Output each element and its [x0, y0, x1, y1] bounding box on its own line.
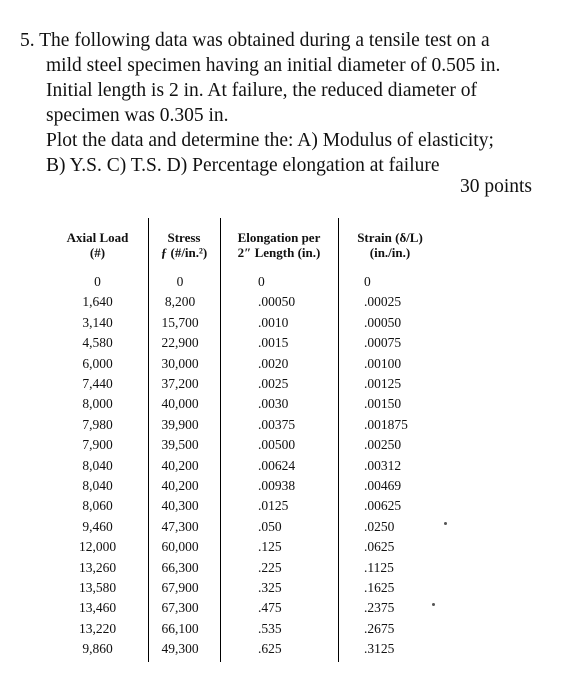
table-row — [50, 458, 440, 478]
strain-cell: .00250 — [364, 437, 402, 453]
elongation-cell: .00938 — [258, 478, 296, 493]
axial-load-cell: 9,460 — [82, 518, 113, 534]
axial-load-cell: 8,040 — [82, 457, 113, 473]
stress-cell: 67,900 — [161, 580, 199, 595]
table-row — [50, 396, 440, 416]
strain-cell: .00050 — [364, 314, 402, 330]
table-row — [50, 560, 440, 580]
axial-load-cell: 0 — [94, 274, 101, 289]
problem-statement — [20, 28, 550, 178]
stress-cell: 40,300 — [161, 498, 199, 514]
stress-cell: 40,200 — [161, 457, 199, 473]
table-row — [50, 519, 440, 539]
axial-load-cell: 7,900 — [82, 437, 113, 453]
axial-load-cell: 9,860 — [82, 641, 113, 657]
axial-load-cell: 8,040 — [82, 478, 113, 493]
stress-cell: 30,000 — [161, 355, 199, 371]
table-row — [50, 376, 440, 396]
problem-line: specimen was 0.305 in. — [46, 105, 229, 126]
tensile-data-table — [50, 218, 440, 662]
table-row — [50, 274, 440, 294]
table-row — [50, 600, 440, 620]
strain-cell: .00150 — [364, 396, 402, 412]
axial-load-cell: 4,580 — [82, 335, 113, 351]
strain-cell: .3125 — [364, 641, 395, 657]
header-axial-load: Axial Load (#) — [66, 230, 129, 260]
stress-cell: 47,300 — [161, 518, 199, 534]
elongation-cell: .00500 — [258, 437, 296, 453]
problem-line: Plot the data and determine the: A) Modulus of elasticity; — [46, 130, 494, 151]
stray-mark — [444, 522, 447, 525]
stress-cell: 0 — [176, 274, 184, 289]
axial-load-cell: 13,580 — [78, 580, 117, 595]
stress-cell: 39,900 — [161, 416, 199, 432]
table-row — [50, 641, 440, 661]
table-row — [50, 621, 440, 641]
axial-load-cell: 7,440 — [82, 376, 113, 391]
axial-load-cell: 13,220 — [78, 620, 117, 636]
stress-cell: 66,300 — [161, 559, 199, 575]
strain-cell: .00625 — [364, 498, 402, 514]
elongation-cell: .050 — [258, 518, 282, 534]
elongation-cell: .0125 — [258, 498, 289, 514]
header-strain: Strain (δ/L) (in./in.) — [357, 230, 423, 260]
strain-cell: .1125 — [364, 559, 394, 575]
strain-cell: .00100 — [364, 355, 402, 371]
elongation-cell: .475 — [258, 600, 282, 616]
stress-cell: 67,300 — [161, 600, 199, 616]
table-row — [50, 498, 440, 518]
table-row — [50, 539, 440, 559]
stress-cell: 60,000 — [161, 539, 199, 555]
axial-load-cell: 13,260 — [78, 559, 117, 575]
axial-load-cell: 12,000 — [78, 539, 117, 555]
stress-cell: 39,500 — [161, 437, 199, 453]
stress-cell: 40,000 — [161, 396, 199, 412]
problem-line: B) Y.S. C) T.S. D) Percentage elongation at failure — [46, 155, 440, 176]
elongation-cell: .0010 — [258, 314, 289, 330]
axial-load-cell: 6,000 — [82, 355, 113, 371]
elongation-cell: .00375 — [258, 416, 296, 432]
table-row — [50, 437, 440, 457]
elongation-cell: .225 — [258, 559, 282, 575]
stress-cell: 8,200 — [164, 294, 196, 310]
elongation-cell: .0030 — [258, 396, 289, 412]
stress-cell: 49,300 — [161, 641, 199, 657]
strain-cell: .0625 — [364, 539, 395, 555]
strain-cell: .2375 — [364, 600, 395, 616]
elongation-cell: .00050 — [258, 294, 296, 310]
elongation-cell: .00624 — [258, 457, 296, 473]
elongation-cell: .0020 — [258, 355, 289, 371]
elongation-cell: .0015 — [258, 335, 289, 351]
axial-load-cell: 3,140 — [82, 314, 113, 330]
points-label: 30 points — [459, 176, 532, 197]
axial-load-cell: 1,640 — [82, 294, 113, 310]
strain-cell: .00469 — [364, 478, 402, 493]
stress-cell: 37,200 — [161, 376, 199, 391]
strain-cell: .00125 — [364, 376, 402, 391]
problem-line: mild steel specimen having an initial diameter of 0.505 in. — [46, 55, 501, 76]
table-row — [50, 335, 440, 355]
problem-line: Initial length is 2 in. At failure, the reduced diameter of — [46, 80, 478, 101]
strain-cell: .0250 — [364, 518, 395, 534]
elongation-cell: .325 — [258, 580, 282, 595]
table-row — [50, 315, 440, 335]
elongation-cell: 0 — [258, 274, 265, 289]
stress-cell: 15,700 — [161, 314, 199, 330]
strain-cell: .2675 — [364, 620, 395, 636]
elongation-cell: .125 — [258, 539, 282, 555]
elongation-cell: .0025 — [258, 376, 289, 391]
table-row — [50, 580, 440, 600]
problem-line: 5. The following data was obtained during a tensile test on a — [20, 30, 490, 51]
strain-cell: .1625 — [364, 580, 395, 595]
table-row — [50, 294, 440, 314]
header-stress: Stress ƒ (#/in.²) — [160, 230, 208, 260]
stress-cell: 22,900 — [161, 335, 199, 351]
stress-cell: 66,100 — [161, 620, 199, 636]
elongation-cell: .535 — [258, 620, 282, 636]
axial-load-cell: 8,000 — [82, 396, 113, 412]
strain-cell: 0 — [364, 274, 371, 289]
strain-cell: .00025 — [364, 294, 402, 310]
axial-load-cell: 13,460 — [78, 600, 117, 616]
strain-cell: .00312 — [364, 457, 402, 473]
strain-cell: .00075 — [364, 335, 402, 351]
axial-load-cell: 7,980 — [82, 416, 113, 432]
stress-cell: 40,200 — [161, 478, 199, 493]
axial-load-cell: 8,060 — [82, 498, 113, 514]
table-row — [50, 356, 440, 376]
table-row — [50, 478, 440, 498]
strain-cell: .001875 — [364, 416, 408, 432]
header-elongation: Elongation per 2″ Length (in.) — [237, 230, 321, 260]
table-row — [50, 417, 440, 437]
elongation-cell: .625 — [258, 641, 282, 657]
